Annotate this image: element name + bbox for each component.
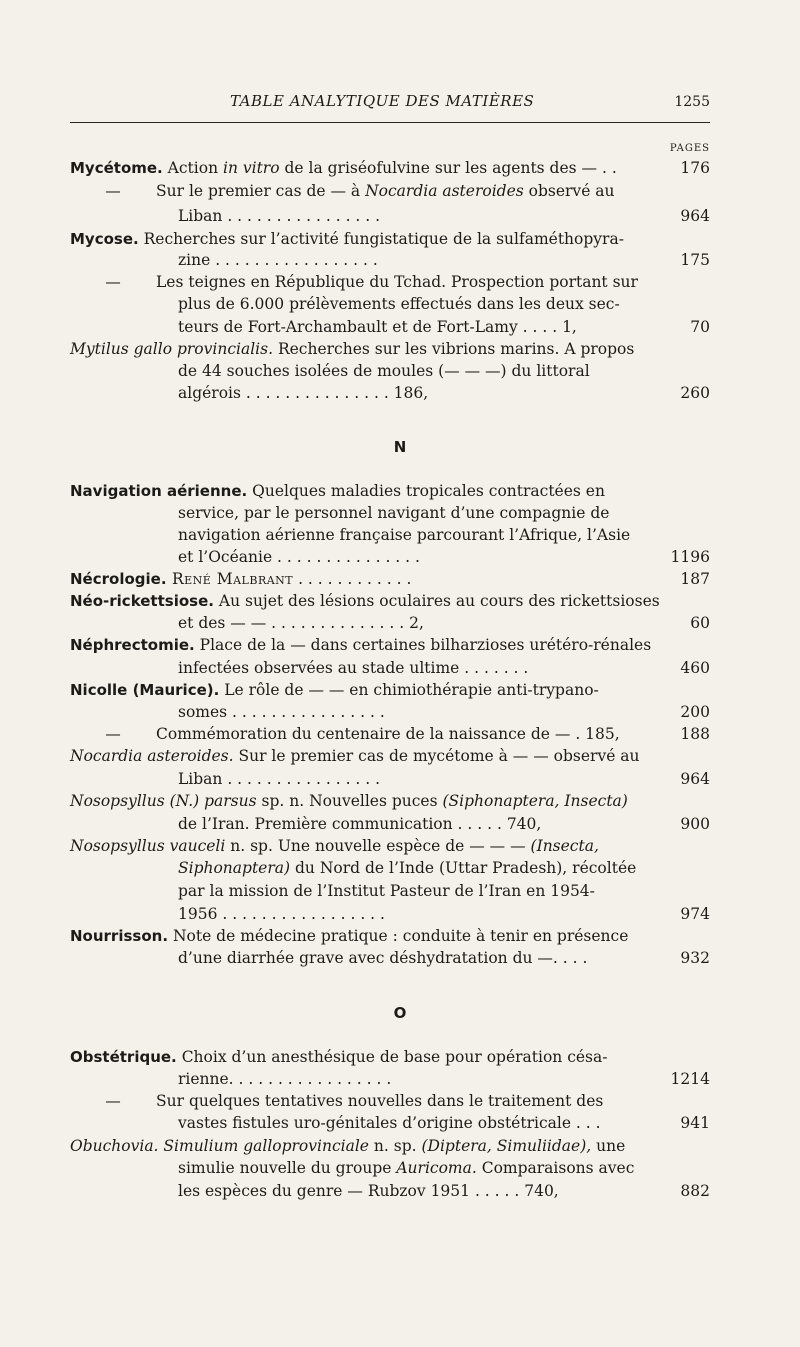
page-ref: 176 — [680, 159, 710, 177]
page-ref: 974 — [680, 905, 710, 923]
index-continuation — [178, 293, 710, 315]
index-continuation — [178, 360, 710, 382]
page-ref: 941 — [680, 1114, 710, 1132]
index-continuation — [178, 249, 710, 271]
index-continuation — [178, 701, 710, 723]
entry-text: du Nord de l’Inde (Uttar Pradesh), récoltée — [290, 859, 637, 877]
index-entry — [70, 835, 710, 857]
page-ref: 964 — [680, 207, 710, 225]
em-dash: — — [105, 273, 121, 291]
entry-text: Quelques maladies tropicales contractées en — [247, 482, 605, 500]
entry-text: Sur quelques tentatives nouvelles dans le traitement des — [156, 1092, 604, 1110]
entry-heading: Nicolle (Maurice). — [70, 681, 220, 699]
index-continuation — [178, 657, 710, 679]
index-continuation — [178, 205, 710, 227]
entry-italic: Auricoma. — [396, 1159, 477, 1177]
entry-text: par la mission de l’Institut Pasteur de l’Iran en 1954- — [178, 882, 595, 900]
entry-text: Recherches sur l’activité fungistatique de la sulfaméthopyra- — [138, 230, 624, 248]
entry-text: Au sujet des lésions oculaires au cours des rickettsioses — [213, 592, 660, 610]
entry-heading: Mycose. — [70, 230, 139, 248]
index-continuation — [178, 524, 710, 546]
page-ref: 882 — [680, 1182, 710, 1200]
entry-text: et l’Océanie . . . . . . . . . . . . . . . — [178, 548, 420, 566]
entry-text: Le rôle de — — en chimiothérapie anti-trypano- — [219, 681, 599, 699]
entry-text: algérois . . . . . . . . . . . . . . . 186, — [178, 384, 429, 402]
entry-heading: Nourrisson. — [70, 927, 169, 945]
index-entry — [70, 228, 710, 250]
entry-text: teurs de Fort-Archambault et de Fort-Lamy . . . . 1, — [178, 318, 577, 336]
index-subentry — [70, 271, 710, 293]
entry-text: n. sp. — [368, 1137, 422, 1155]
index-continuation — [178, 857, 710, 879]
entry-italic: (Diptera, Simuliidae), — [421, 1137, 592, 1155]
page-ref: 900 — [680, 815, 710, 833]
entry-heading: Mytilus gallo provincialis. — [70, 340, 274, 358]
entry-text: Comparaisons avec — [476, 1159, 635, 1177]
index-continuation — [178, 768, 710, 790]
entry-heading: Nocardia asteroides. — [70, 747, 234, 765]
index-entry — [70, 480, 710, 502]
entry-text: Sur le premier cas de — à — [156, 182, 366, 200]
entry-text: Note de médecine pratique : conduite à tenir en présence — [168, 927, 629, 945]
entry-text: . . . . . . . . . . . . — [293, 570, 412, 588]
entry-text: Les teignes en République du Tchad. Prospection portant sur — [156, 273, 638, 291]
index-continuation — [178, 316, 710, 338]
page-ref: 200 — [680, 703, 710, 721]
page-ref: 460 — [680, 659, 710, 677]
entry-text: 1956 . . . . . . . . . . . . . . . . . — [178, 905, 385, 923]
entry-text: somes . . . . . . . . . . . . . . . . — [178, 703, 385, 721]
entry-text: observé au — [523, 182, 615, 200]
index-continuation — [178, 1180, 710, 1202]
index-subentry — [70, 723, 710, 745]
running-header — [70, 92, 710, 123]
entry-text: navigation aérienne française parcourant l’Afrique, l’Asie — [178, 526, 631, 544]
entry-heading: Navigation aérienne. — [70, 482, 248, 500]
index-continuation — [178, 546, 710, 568]
index-entry — [70, 790, 710, 812]
entry-text: infectées observées au stade ultime . . . . . . . — [178, 659, 529, 677]
index-entry — [70, 1135, 710, 1157]
entry-text: plus de 6.000 prélèvements effectués dans les deux sec- — [178, 295, 620, 313]
index-entry — [70, 590, 710, 612]
index-entry — [70, 338, 710, 360]
entry-text: service, par le personnel navigant d’une compagnie de — [178, 504, 610, 522]
index-continuation — [178, 903, 710, 925]
entry-text: Choix d’un anesthésique de base pour opération césa- — [176, 1048, 608, 1066]
index-continuation — [178, 947, 710, 969]
page-ref: 188 — [680, 725, 710, 743]
page-ref: 1214 — [670, 1070, 710, 1088]
entry-heading: Obstétrique. — [70, 1048, 177, 1066]
entry-text: d’une diarrhée grave avec déshydratation du —. . . . — [178, 949, 588, 967]
entry-text: simulie nouvelle du groupe — [178, 1159, 397, 1177]
index-continuation — [178, 502, 710, 524]
page-ref: 175 — [680, 251, 710, 269]
entry-text: zine . . . . . . . . . . . . . . . . . — [178, 251, 378, 269]
page-ref: 260 — [680, 384, 710, 402]
index-entry — [70, 745, 710, 767]
entry-italic: in vitro — [222, 159, 280, 177]
section-letter: N — [393, 438, 407, 456]
index-subentry — [70, 1090, 710, 1112]
entry-text: les espèces du genre — Rubzov 1951 . . . . . 740, — [178, 1182, 559, 1200]
index-continuation — [178, 382, 710, 404]
entry-text: Recherches sur les vibrions marins. A propos — [273, 340, 635, 358]
entry-italic: (Insecta, — [530, 837, 599, 855]
entry-text: Liban . . . . . . . . . . . . . . . . — [178, 770, 381, 788]
page-ref: 187 — [680, 570, 710, 588]
entry-text: vastes fistules uro-génitales d’origine obstétricale . . . — [178, 1114, 601, 1132]
index-entry — [70, 157, 710, 179]
entry-text: Commémoration du centenaire de la naissance de — . 185, — [156, 725, 620, 743]
entry-heading: Mycétome. — [70, 159, 163, 177]
page-number: 1255 — [674, 94, 710, 110]
entry-text: de 44 souches isolées de moules (— — —) du littoral — [178, 362, 590, 380]
section-letter: O — [393, 1004, 407, 1022]
index-entry — [70, 925, 710, 947]
em-dash: — — [105, 725, 121, 743]
pages-column-label: PAGES — [669, 143, 710, 154]
page-ref: 70 — [690, 318, 710, 336]
header-title: TABLE ANALYTIQUE DES MATIÈRES — [230, 92, 535, 110]
entry-text: Place de la — dans certaines bilharzioses urétéro-rénales — [194, 636, 652, 654]
entry-text: une — [591, 1137, 626, 1155]
page-ref: 1196 — [670, 548, 710, 566]
em-dash: — — [105, 1092, 121, 1110]
index-entry — [70, 568, 710, 590]
entry-heading: Nécrologie. — [70, 570, 167, 588]
em-dash: — — [105, 182, 121, 200]
entry-text: sp. n. Nouvelles puces — [256, 792, 443, 810]
entry-text: Action — [162, 159, 223, 177]
entry-italic: Nocardia asteroides — [365, 182, 524, 200]
entry-text: de la griséofulvine sur les agents des — . . — [279, 159, 617, 177]
index-entry — [70, 634, 710, 656]
entry-italic: Siphonaptera) — [178, 859, 291, 877]
index-entry — [70, 679, 710, 701]
entry-text: et des — — . . . . . . . . . . . . . . 2, — [178, 614, 424, 632]
entry-name: René Malbrant — [166, 570, 294, 588]
entry-heading: Obuchovia. Simulium galloprovinciale — [70, 1137, 369, 1155]
index-continuation — [178, 1068, 710, 1090]
entry-text: Liban . . . . . . . . . . . . . . . . — [178, 207, 381, 225]
entry-text: de l’Iran. Première communication . . . . . 740, — [178, 815, 542, 833]
entry-heading: Nosopsyllus vauceli — [70, 837, 226, 855]
index-continuation — [178, 880, 710, 902]
index-continuation — [178, 1157, 710, 1179]
entry-italic: (Siphonaptera, Insecta) — [442, 792, 628, 810]
index-entry — [70, 1046, 710, 1068]
entry-text: Sur le premier cas de mycétome à — — observé au — [233, 747, 640, 765]
entry-text: n. sp. Une nouvelle espèce de — — — — [225, 837, 531, 855]
index-continuation — [178, 1112, 710, 1134]
page-ref: 60 — [690, 614, 710, 632]
index-continuation — [178, 612, 710, 634]
index-continuation — [178, 813, 710, 835]
page-ref: 932 — [680, 949, 710, 967]
page-ref: 964 — [680, 770, 710, 788]
entry-heading: Néphrectomie. — [70, 636, 195, 654]
index-subentry — [70, 180, 710, 202]
entry-text: rienne. . . . . . . . . . . . . . . . . — [178, 1070, 392, 1088]
entry-heading: Néo-rickettsiose. — [70, 592, 214, 610]
entry-heading: Nosopsyllus (N.) parsus — [70, 792, 257, 810]
